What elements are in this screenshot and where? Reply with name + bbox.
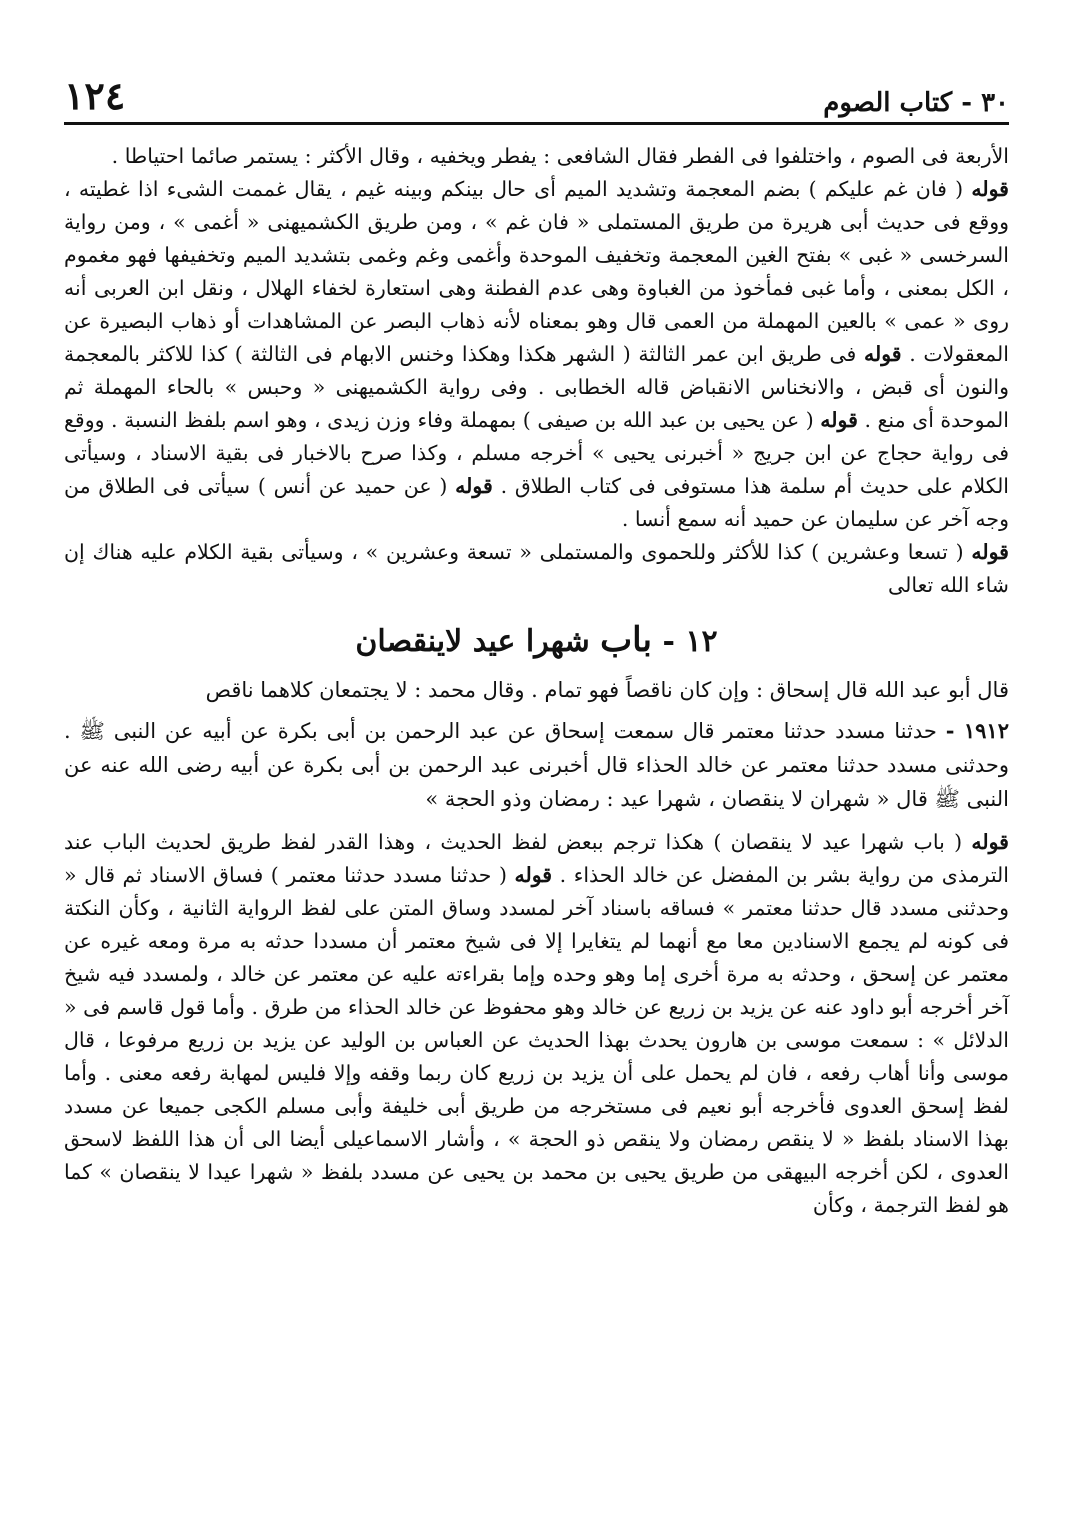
commentary-paragraph-2 — [64, 173, 1009, 536]
chapter-title-text: شهرا عيد لاينقصان — [355, 624, 590, 659]
paragraph-text: فى طريق ابن عمر الثالثة ( الشهر هكذا وهكذا وخنس الابهام فى الثالثة ) كذا للاكثر بالمعجمة والنون أى قبض ، والانخناس الانقباض قاله الخطابى . وفى رواية الكشميهنى « وحبس » بالحاء المهملة ثم الموحدة أى منع . — [64, 342, 1009, 432]
chapter-bab-word: باب — [600, 620, 653, 660]
hadith-text-block — [64, 714, 1009, 816]
page-body — [64, 140, 1009, 1222]
paragraph-text: الأربعة فى الصوم ، واختلفوا فى الفطر فقال الشافعى : يفطر ويخفيه ، وقال الأكثر : يستمر صائما احتياطا . — [111, 144, 1009, 168]
qawluhu-keyword: قوله — [863, 342, 902, 366]
chapter-number: ١٢ - — [662, 624, 718, 659]
hadith-text: حدثنا مسدد حدثنا معتمر قال سمعت إسحاق عن عبد الرحمن بن أبى بكرة عن أبيه عن النبى ﷺ . وحدثنى مسدد حدثنا معتمر عن خالد الحذاء قال أخبرنى عبد الرحمن بن أبى بكرة عن أبيه رضى الله عنه عن النبى ﷺ قال « شهران لا ينقصان ، شهرا عيد : رمضان وذو الحجة » — [64, 719, 1009, 811]
paragraph-text: ( فان غم عليكم ) بضم المعجمة وتشديد الميم أى حال بينكم وبينه غيم ، يقال غممت الشىء اذا غطيته ، ووقع فى حديث أبى هريرة من طريق المستملى « فان غم » ، ومن طريق الكشميهنى « أغمى » ، ومن رواية السرخسى « غبى » بفتح الغين المعجمة وتخفيف الموحدة وأغمى وغم وغمى بتشديد الميم وتخفيفها فهو مغموم ، الكل بمعنى ، وأما غبى فمأخوذ من الغباوة وهى عدم الفطنة وهى استعارة لخفاء الهلال ، ونقل ابن العربى أنه روى « عمى » بالعين المهملة من العمى قال وهو بمعناه لأنه ذهاب البصر عن المشاهدات أو ذهاب البصيرة عن المعقولات . — [64, 177, 1009, 366]
paragraph-text: ( حدثنا مسدد حدثنا معتمر ) فساق الاسناد ثم قال « وحدثنى مسدد قال حدثنا معتمر » فساقه باسناد آخر لمسدد وساق المتن على لفظ الرواية الثانية ، وكأن النكتة فى كونه لم يجمع الاسنادين معا مع أنهما لم يتغايرا إلا فى شيخ معتمر أن مسددا حدثه به مرة ومعه غيره عن معتمر عن إسحق ، وحدثه به مرة أخرى إما وهو وحده وإما بقراءته عليه عن معتمر عن خالد ، ولمسدد فيه شيخ آخر أخرجه أبو داود عنه عن يزيد بن زريع عن خالد وهو محفوظ عن خالد الحذاء من طرق . وأما قول قاسم فى « الدلائل » : سمعت موسى بن هارون يحدث بهذا الحديث عن العباس بن الوليد عن يزيد بن زريع مرفوعا ، قال موسى وأنا أهاب رفعه ، فان لم يحمل على أن يزيد بن زريع كان ربما وقفه وإلا فليس لمهابة رفعه معنى . وأما لفظ إسحق العدوى فأخرجه أبو نعيم فى مستخرجه من طريق أبى خليفة وأبى مسلم الكجى جميعا عن مسدد بهذا الاسناد بلفظ « لا ينقص رمضان ولا ينقص ذو الحجة » ، وأشار الاسماعيلى أيضا الى أن هذا اللفظ لاسحق العدوى ، لكن أخرجه البيهقى من طريق يحيى بن محمد بن يحيى عن مسدد بلفظ « شهرا عيدا لا ينقصان » كما هو لفظ الترجمة ، وكأن — [64, 863, 1009, 1217]
paragraph-text: ( عن حميد عن أنس ) سيأتى فى الطلاق من وجه آخر عن سليمان عن حميد أنه سمع أنسا . — [64, 474, 1009, 531]
spacer — [64, 816, 1009, 826]
qawluhu-keyword: قوله — [971, 830, 1009, 854]
qawluhu-keyword: قوله — [971, 540, 1009, 564]
running-title: ٣٠ - كتاب الصوم — [823, 88, 1009, 118]
hadith-number: ١٩١٢ - — [945, 718, 1009, 743]
paragraph-text: ( عن يحيى بن عبد الله بن صيفى ) بمهملة وفاء وزن زيدى ، وهو اسم بلفظ النسبة . ووقع فى رواية حجاج عن ابن جريج « أخبرنى يحيى » أخرجه مسلم ، وكذا صرح بالاخبار فى بقية الاسناد ، وسيأتى الكلام على حديث أم سلمة هذا مستوفى فى كتاب الطلاق . — [64, 408, 1010, 498]
qawluhu-keyword: قوله — [514, 863, 553, 887]
paragraph-text: ( باب شهرا عيد لا ينقصان ) هكذا ترجم ببعض لفظ الحديث ، وهذا القدر لفظ طريق لحديث الباب عند الترمذى من رواية بشر بن المفضل عن خالد الحذاء . — [64, 830, 1009, 887]
page-header — [64, 70, 1009, 125]
chapter-heading — [64, 620, 1009, 660]
qawluhu-keyword: قوله — [971, 177, 1009, 201]
page-number: ١٢٤ — [64, 73, 126, 118]
chapter-intro: قال أبو عبد الله قال إسحاق : وإن كان ناقصاً فهو تمام . وقال محمد : لا يجتمعان كلاهما ناقص — [205, 678, 1009, 702]
qawluhu-keyword: قوله — [820, 408, 858, 432]
paragraph-text: ( تسعا وعشرين ) كذا للأكثر وللحموى والمستملى « تسعة وعشرين » ، وسيأتى بقية الكلام عليه هناك إن شاء الله تعالى — [64, 540, 1009, 597]
qawluhu-keyword: قوله — [455, 474, 493, 498]
commentary-paragraph-1 — [64, 140, 1009, 173]
commentary-paragraph-4 — [64, 826, 1009, 1222]
commentary-paragraph-3 — [64, 536, 1009, 602]
